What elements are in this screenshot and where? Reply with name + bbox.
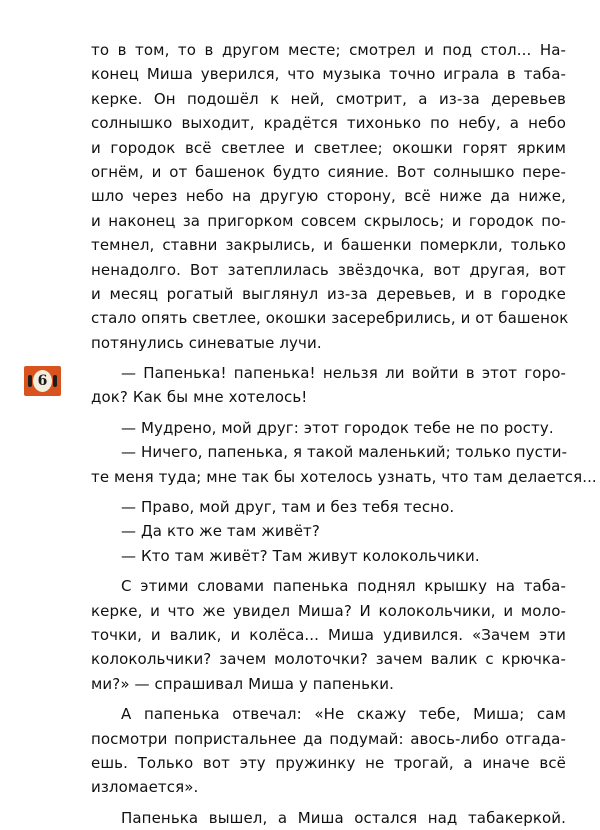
text-line: Папенька вышел, а Миша остался над табакеркой. bbox=[121, 808, 566, 827]
text-line: — Да кто же там живёт? bbox=[121, 522, 320, 541]
paragraph bbox=[91, 519, 566, 543]
badge-right-notch bbox=[53, 375, 57, 387]
text-line: и наконец за пригорком совсем скрылось; и городок по- bbox=[91, 211, 566, 230]
text-line: ми?» — спрашивал Миша у папеньки. bbox=[91, 674, 394, 693]
text-line: шло через небо на другую сторону, всё ниже да ниже, bbox=[91, 187, 566, 206]
text-line: колокольчики? зачем молоточки? зачем валик с крючка- bbox=[91, 650, 566, 669]
paragraph bbox=[91, 702, 566, 800]
text-line: стало опять светлее, окошки засеребрились, и от башенок bbox=[91, 309, 569, 328]
paragraph bbox=[91, 544, 566, 568]
paragraph bbox=[91, 361, 566, 410]
text-line: док? Как бы мне хотелось! bbox=[91, 388, 308, 407]
paragraph bbox=[91, 440, 597, 489]
text-line: — Право, мой друг, там и без тебя тесно. bbox=[121, 498, 455, 517]
text-line: изломается». bbox=[91, 778, 199, 797]
text-column bbox=[91, 38, 597, 830]
text-line: керке, и что же увидел Миша? И колокольчики, и моло- bbox=[91, 601, 566, 620]
text-line: — Папенька! папенька! нельзя ли войти в этот горо- bbox=[121, 364, 566, 383]
paragraph bbox=[91, 38, 569, 355]
text-line: те меня туда; мне так бы хотелось узнать, что там делается... bbox=[91, 467, 597, 486]
text-line: потянулись синеватые лучи. bbox=[91, 333, 322, 352]
paragraph bbox=[91, 806, 566, 830]
paragraph bbox=[91, 574, 566, 696]
text-line: керке. Он подошёл к ней, смотрит, а из-за деревьев bbox=[91, 89, 566, 108]
page-number-badge bbox=[24, 366, 61, 396]
text-line: точки, и валик, и колёса... Миша удивился. «Зачем эти bbox=[91, 625, 566, 644]
text-line: ешь. Только вот эту пружинку не трогай, а иначе всё bbox=[91, 753, 566, 772]
text-line: и месяц рогатый выглянул из-за деревьев, и в городке bbox=[91, 284, 566, 303]
text-line: посмотри попристальнее да подумай: авось-либо отгада- bbox=[91, 729, 566, 748]
badge-left-notch bbox=[28, 375, 32, 387]
text-line: темнел, ставни закрылись, и башенки померкли, только bbox=[91, 236, 566, 255]
text-line: ненадолго. Вот затеплилась звёздочка, вот другая, вот bbox=[91, 260, 566, 279]
text-line: огнём, и от башенок будто сияние. Вот солнышко пере- bbox=[91, 162, 566, 181]
text-line: — Мудрено, мой друг: этот городок тебе не по росту. bbox=[121, 418, 554, 437]
text-line: конец Миша уверился, что музыка точно играла в таба- bbox=[91, 65, 566, 84]
text-line: — Кто там живёт? Там живут колокольчики. bbox=[121, 546, 480, 565]
page-number: 6 bbox=[33, 370, 52, 392]
text-line: и городок всё светлее и светлее; окошки горят ярким bbox=[91, 138, 566, 157]
paragraph bbox=[91, 416, 566, 440]
text-line: солнышко выходит, крадётся тихонько по небу, а небо bbox=[91, 114, 566, 133]
text-line: то в том, то в другом месте; смотрел и под стол... На- bbox=[91, 41, 566, 59]
text-line: А папенька отвечал: «Не скажу тебе, Миша; сам bbox=[121, 705, 566, 724]
text-line: — Ничего, папенька, я такой маленький; только пусти- bbox=[121, 443, 568, 462]
text-line: С этими словами папенька поднял крышку на таба- bbox=[121, 577, 566, 596]
paragraph bbox=[91, 495, 566, 519]
